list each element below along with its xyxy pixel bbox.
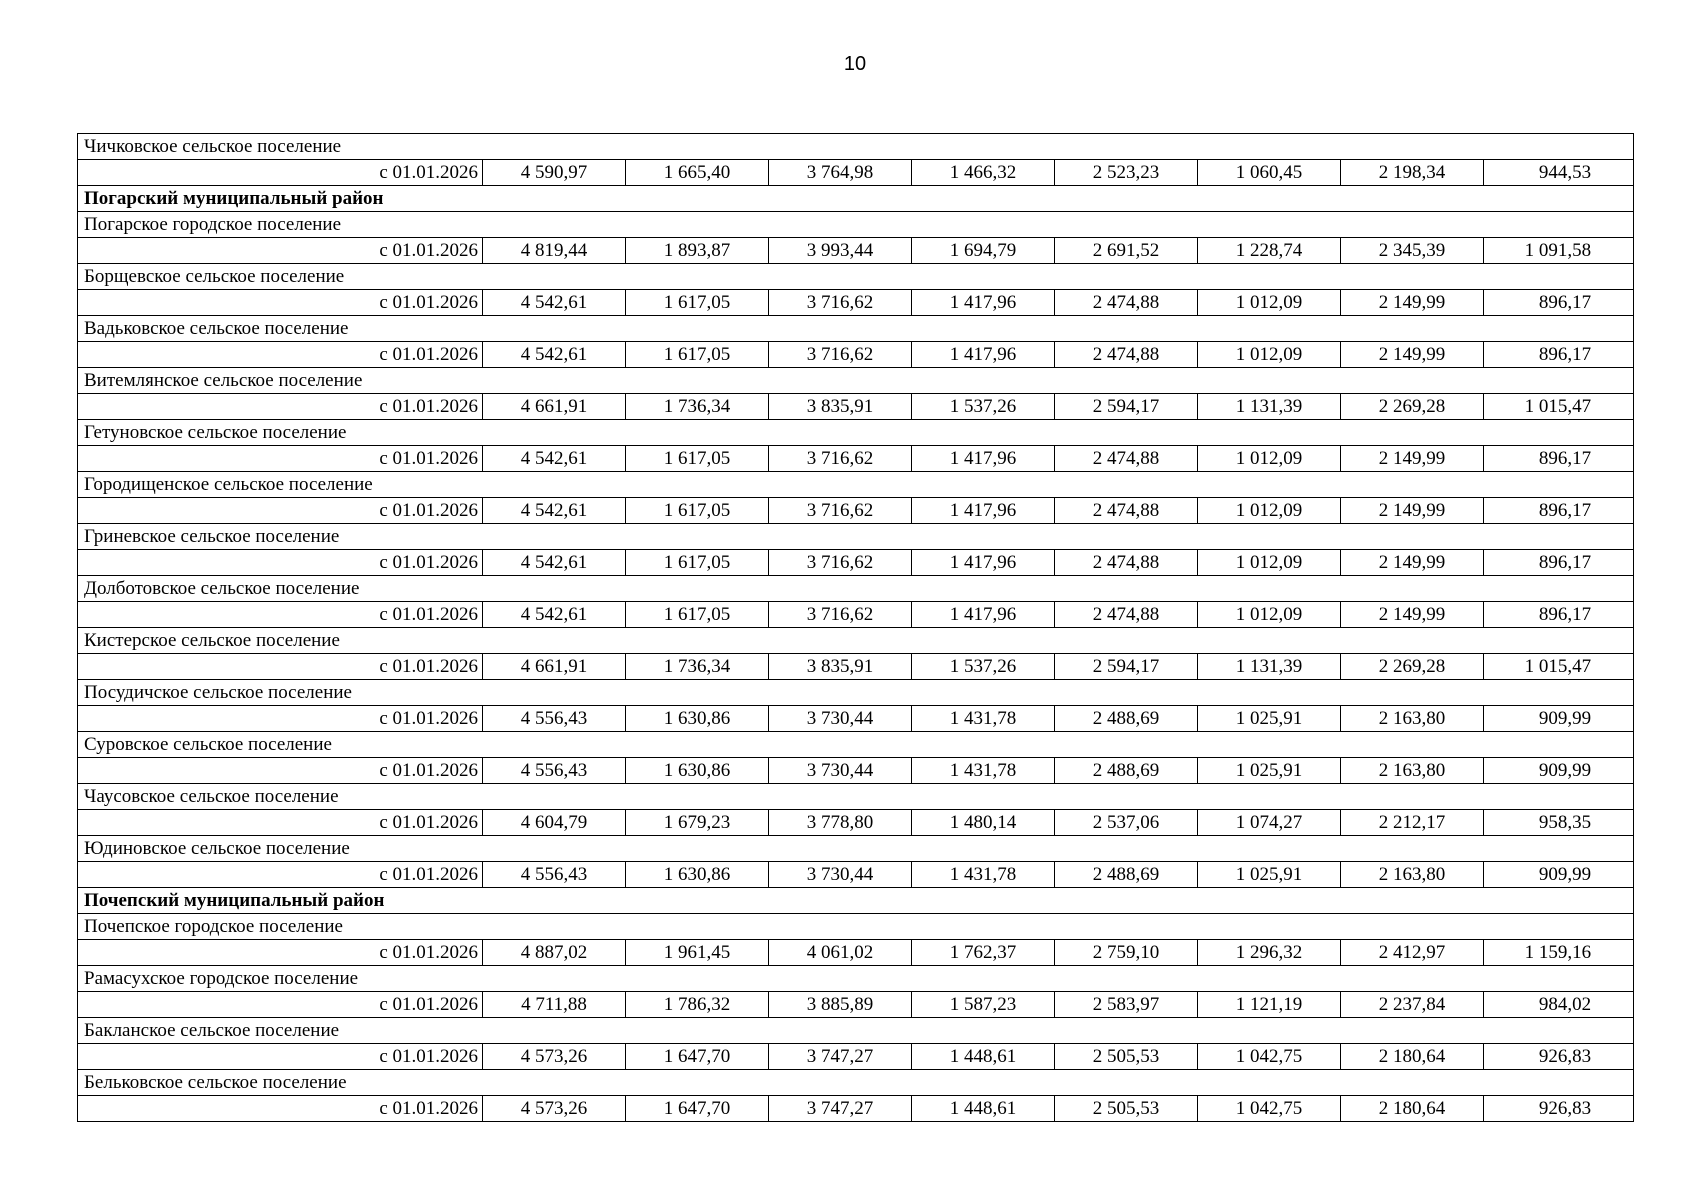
tariff-value-cell: 1 537,26 [912,394,1055,420]
tariff-value-cell: 3 835,91 [769,394,912,420]
tariff-values-row [78,342,1634,368]
tariff-value-cell: 2 537,06 [1055,810,1198,836]
tariff-value-cell: 896,17 [1484,446,1634,472]
effective-date-cell: с 01.01.2026 [78,238,483,264]
tariff-value-cell: 1 417,96 [912,290,1055,316]
tariff-value-cell: 1 417,96 [912,342,1055,368]
tariff-value-cell: 4 542,61 [483,602,626,628]
tariff-value-cell: 1 736,34 [626,654,769,680]
effective-date-cell: с 01.01.2026 [78,550,483,576]
tariff-value-cell: 3 716,62 [769,446,912,472]
settlement-name-row [78,836,1634,862]
tariff-value-cell: 1 228,74 [1198,238,1341,264]
tariff-value-cell: 2 149,99 [1341,290,1484,316]
district-name: Почепский муниципальный район [78,888,1634,914]
effective-date-cell: с 01.01.2026 [78,394,483,420]
tariff-value-cell: 2 523,23 [1055,160,1198,186]
effective-date-cell: с 01.01.2026 [78,498,483,524]
tariff-value-cell: 1 665,40 [626,160,769,186]
effective-date-cell: с 01.01.2026 [78,940,483,966]
tariff-value-cell: 2 163,80 [1341,758,1484,784]
tariff-value-cell: 1 025,91 [1198,862,1341,888]
tariff-value-cell: 2 474,88 [1055,446,1198,472]
tariff-value-cell: 1 448,61 [912,1096,1055,1122]
tariff-value-cell: 2 474,88 [1055,290,1198,316]
tariff-value-cell: 3 747,27 [769,1044,912,1070]
tariff-value-cell: 1 015,47 [1484,394,1634,420]
tariff-value-cell: 2 505,53 [1055,1096,1198,1122]
tariff-value-cell: 909,99 [1484,862,1634,888]
tariff-value-cell: 1 617,05 [626,550,769,576]
settlement-name: Гриневское сельское поселение [78,524,1634,550]
tariff-value-cell: 1 025,91 [1198,706,1341,732]
settlement-name-row [78,264,1634,290]
settlement-name-row [78,420,1634,446]
tariff-value-cell: 1 480,14 [912,810,1055,836]
tariff-value-cell: 2 691,52 [1055,238,1198,264]
tariff-value-cell: 2 149,99 [1341,342,1484,368]
tariff-value-cell: 1 630,86 [626,758,769,784]
tariff-value-cell: 3 764,98 [769,160,912,186]
tariff-value-cell: 926,83 [1484,1044,1634,1070]
settlement-name-row [78,212,1634,238]
effective-date-cell: с 01.01.2026 [78,992,483,1018]
settlement-name-row [78,134,1634,160]
settlement-name: Посудичское сельское поселение [78,680,1634,706]
tariff-value-cell: 1 431,78 [912,758,1055,784]
tariff-value-cell: 3 885,89 [769,992,912,1018]
tariff-value-cell: 2 759,10 [1055,940,1198,966]
tariff-value-cell: 926,83 [1484,1096,1634,1122]
tariff-value-cell: 1 121,19 [1198,992,1341,1018]
settlement-name-row [78,914,1634,940]
settlement-name: Городищенское сельское поселение [78,472,1634,498]
effective-date-cell: с 01.01.2026 [78,654,483,680]
tariff-value-cell: 1 159,16 [1484,940,1634,966]
tariff-value-cell: 4 061,02 [769,940,912,966]
tariff-value-cell: 3 716,62 [769,290,912,316]
tariff-value-cell: 4 542,61 [483,550,626,576]
tariff-value-cell: 2 474,88 [1055,602,1198,628]
table-body [78,134,1634,1122]
tariff-value-cell: 1 431,78 [912,862,1055,888]
settlement-name: Витемлянское сельское поселение [78,368,1634,394]
district-name: Погарский муниципальный район [78,186,1634,212]
tariff-value-cell: 1 630,86 [626,862,769,888]
tariff-value-cell: 2 583,97 [1055,992,1198,1018]
tariff-value-cell: 2 149,99 [1341,446,1484,472]
tariff-values-row [78,498,1634,524]
tariff-value-cell: 4 573,26 [483,1096,626,1122]
settlement-name: Чичковское сельское поселение [78,134,1634,160]
settlement-name: Гетуновское сельское поселение [78,420,1634,446]
effective-date-cell: с 01.01.2026 [78,602,483,628]
tariff-value-cell: 1 417,96 [912,602,1055,628]
settlement-name-row [78,680,1634,706]
tariff-values-row [78,394,1634,420]
tariff-value-cell: 2 505,53 [1055,1044,1198,1070]
tariff-values-row [78,446,1634,472]
tariff-value-cell: 1 012,09 [1198,498,1341,524]
tariff-value-cell: 896,17 [1484,550,1634,576]
settlement-name-row [78,1018,1634,1044]
tariff-value-cell: 1 466,32 [912,160,1055,186]
tariff-values-row [78,706,1634,732]
tariff-value-cell: 984,02 [1484,992,1634,1018]
settlement-name: Борщевское сельское поселение [78,264,1634,290]
tariff-value-cell: 3 747,27 [769,1096,912,1122]
tariff-value-cell: 1 417,96 [912,446,1055,472]
tariff-values-row [78,992,1634,1018]
tariff-value-cell: 1 617,05 [626,342,769,368]
tariff-value-cell: 3 716,62 [769,498,912,524]
tariff-value-cell: 4 542,61 [483,446,626,472]
tariff-value-cell: 2 212,17 [1341,810,1484,836]
settlement-name: Погарское городское поселение [78,212,1634,238]
tariff-value-cell: 1 091,58 [1484,238,1634,264]
tariff-values-row [78,160,1634,186]
tariff-value-cell: 1 131,39 [1198,654,1341,680]
tariff-value-cell: 2 269,28 [1341,394,1484,420]
tariff-value-cell: 1 736,34 [626,394,769,420]
tariff-value-cell: 1 679,23 [626,810,769,836]
tariff-value-cell: 4 604,79 [483,810,626,836]
settlement-name: Вадьковское сельское поселение [78,316,1634,342]
tariff-values-row [78,810,1634,836]
settlement-name: Юдиновское сельское поселение [78,836,1634,862]
tariff-value-cell: 2 180,64 [1341,1096,1484,1122]
tariff-value-cell: 1 893,87 [626,238,769,264]
tariff-value-cell: 1 042,75 [1198,1044,1341,1070]
tariff-value-cell: 2 412,97 [1341,940,1484,966]
settlement-name-row [78,524,1634,550]
tariff-value-cell: 4 556,43 [483,706,626,732]
tariff-value-cell: 2 345,39 [1341,238,1484,264]
tariff-value-cell: 1 042,75 [1198,1096,1341,1122]
tariff-value-cell: 1 012,09 [1198,342,1341,368]
settlement-name: Чаусовское сельское поселение [78,784,1634,810]
tariff-value-cell: 1 015,47 [1484,654,1634,680]
tariff-values-row [78,862,1634,888]
settlement-name-row [78,368,1634,394]
tariff-values-row [78,290,1634,316]
tariff-value-cell: 4 590,97 [483,160,626,186]
tariff-value-cell: 1 647,70 [626,1096,769,1122]
tariff-value-cell: 1 786,32 [626,992,769,1018]
effective-date-cell: с 01.01.2026 [78,160,483,186]
effective-date-cell: с 01.01.2026 [78,1096,483,1122]
settlement-name-row [78,1070,1634,1096]
tariff-value-cell: 896,17 [1484,602,1634,628]
effective-date-cell: с 01.01.2026 [78,758,483,784]
tariff-value-cell: 4 573,26 [483,1044,626,1070]
settlement-name-row [78,784,1634,810]
effective-date-cell: с 01.01.2026 [78,810,483,836]
tariff-value-cell: 2 180,64 [1341,1044,1484,1070]
tariff-value-cell: 3 716,62 [769,342,912,368]
tariff-value-cell: 4 542,61 [483,342,626,368]
tariff-value-cell: 1 074,27 [1198,810,1341,836]
tariff-value-cell: 3 778,80 [769,810,912,836]
settlement-name-row [78,576,1634,602]
tariff-values-row [78,238,1634,264]
tariff-value-cell: 1 431,78 [912,706,1055,732]
tariff-table [77,133,1634,1122]
settlement-name: Суровское сельское поселение [78,732,1634,758]
tariff-value-cell: 1 012,09 [1198,290,1341,316]
tariff-value-cell: 909,99 [1484,758,1634,784]
settlement-name-row [78,966,1634,992]
tariff-value-cell: 1 131,39 [1198,394,1341,420]
tariff-value-cell: 1 417,96 [912,550,1055,576]
tariff-value-cell: 1 617,05 [626,498,769,524]
effective-date-cell: с 01.01.2026 [78,446,483,472]
tariff-value-cell: 2 474,88 [1055,498,1198,524]
tariff-value-cell: 1 537,26 [912,654,1055,680]
tariff-value-cell: 2 474,88 [1055,342,1198,368]
tariff-value-cell: 2 149,99 [1341,498,1484,524]
settlement-name-row [78,316,1634,342]
tariff-value-cell: 4 661,91 [483,394,626,420]
tariff-value-cell: 896,17 [1484,342,1634,368]
tariff-values-row [78,940,1634,966]
tariff-value-cell: 4 819,44 [483,238,626,264]
tariff-values-row [78,654,1634,680]
tariff-value-cell: 3 730,44 [769,862,912,888]
tariff-value-cell: 4 887,02 [483,940,626,966]
tariff-value-cell: 896,17 [1484,290,1634,316]
tariff-value-cell: 1 012,09 [1198,602,1341,628]
tariff-value-cell: 944,53 [1484,160,1634,186]
tariff-value-cell: 2 149,99 [1341,550,1484,576]
tariff-value-cell: 1 617,05 [626,602,769,628]
tariff-value-cell: 4 556,43 [483,862,626,888]
tariff-value-cell: 2 269,28 [1341,654,1484,680]
settlement-name-row [78,472,1634,498]
tariff-value-cell: 1 630,86 [626,706,769,732]
tariff-value-cell: 1 617,05 [626,446,769,472]
tariff-value-cell: 2 237,84 [1341,992,1484,1018]
tariff-values-row [78,602,1634,628]
tariff-value-cell: 909,99 [1484,706,1634,732]
tariff-value-cell: 4 542,61 [483,290,626,316]
settlement-name: Бельковское сельское поселение [78,1070,1634,1096]
tariff-value-cell: 1 448,61 [912,1044,1055,1070]
tariff-value-cell: 1 694,79 [912,238,1055,264]
tariff-value-cell: 3 730,44 [769,758,912,784]
effective-date-cell: с 01.01.2026 [78,342,483,368]
settlement-name-row [78,732,1634,758]
tariff-value-cell: 1 012,09 [1198,550,1341,576]
tariff-value-cell: 1 060,45 [1198,160,1341,186]
effective-date-cell: с 01.01.2026 [78,290,483,316]
tariff-value-cell: 1 647,70 [626,1044,769,1070]
settlement-name: Долботовское сельское поселение [78,576,1634,602]
settlement-name: Почепское городское поселение [78,914,1634,940]
tariff-value-cell: 1 587,23 [912,992,1055,1018]
tariff-value-cell: 1 961,45 [626,940,769,966]
tariff-value-cell: 2 149,99 [1341,602,1484,628]
tariff-value-cell: 1 617,05 [626,290,769,316]
tariff-values-row [78,1044,1634,1070]
tariff-value-cell: 4 556,43 [483,758,626,784]
effective-date-cell: с 01.01.2026 [78,706,483,732]
tariff-value-cell: 2 488,69 [1055,862,1198,888]
tariff-value-cell: 1 025,91 [1198,758,1341,784]
tariff-value-cell: 2 474,88 [1055,550,1198,576]
tariff-value-cell: 2 594,17 [1055,654,1198,680]
tariff-value-cell: 2 198,34 [1341,160,1484,186]
tariff-value-cell: 2 163,80 [1341,706,1484,732]
tariff-value-cell: 4 661,91 [483,654,626,680]
tariff-values-row [78,758,1634,784]
tariff-value-cell: 958,35 [1484,810,1634,836]
tariff-value-cell: 1 012,09 [1198,446,1341,472]
tariff-value-cell: 896,17 [1484,498,1634,524]
tariff-value-cell: 3 730,44 [769,706,912,732]
settlement-name-row [78,628,1634,654]
settlement-name: Кистерское сельское поселение [78,628,1634,654]
settlement-name: Бакланское сельское поселение [78,1018,1634,1044]
tariff-value-cell: 1 417,96 [912,498,1055,524]
district-header-row [78,888,1634,914]
tariff-value-cell: 2 594,17 [1055,394,1198,420]
settlement-name: Рамасухское городское поселение [78,966,1634,992]
effective-date-cell: с 01.01.2026 [78,862,483,888]
district-header-row [78,186,1634,212]
tariff-value-cell: 3 993,44 [769,238,912,264]
tariff-value-cell: 2 488,69 [1055,758,1198,784]
tariff-value-cell: 3 716,62 [769,602,912,628]
tariff-value-cell: 2 488,69 [1055,706,1198,732]
tariff-values-row [78,1096,1634,1122]
tariff-values-row [78,550,1634,576]
tariff-value-cell: 1 296,32 [1198,940,1341,966]
tariff-value-cell: 3 716,62 [769,550,912,576]
page-number: 10 [843,53,867,75]
tariff-value-cell: 2 163,80 [1341,862,1484,888]
tariff-value-cell: 4 542,61 [483,498,626,524]
tariff-value-cell: 4 711,88 [483,992,626,1018]
tariff-value-cell: 3 835,91 [769,654,912,680]
effective-date-cell: с 01.01.2026 [78,1044,483,1070]
tariff-value-cell: 1 762,37 [912,940,1055,966]
